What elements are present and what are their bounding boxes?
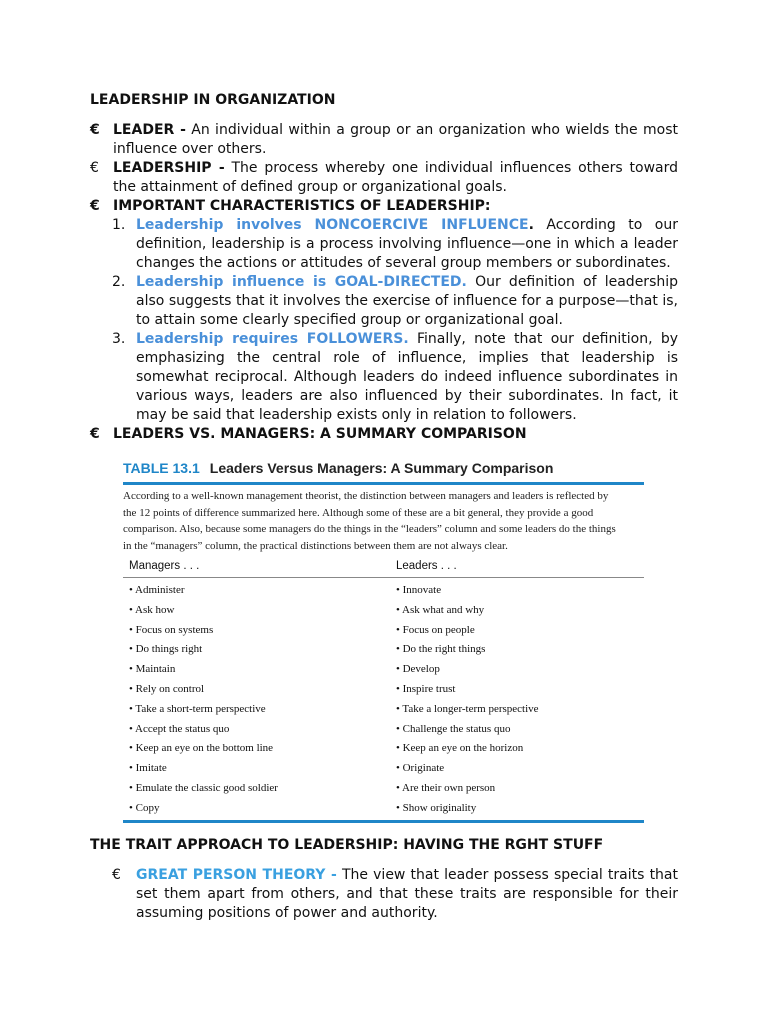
bullet-leadership bbox=[90, 159, 678, 199]
cell-leaders: • Keep an eye on the horizon bbox=[396, 742, 524, 755]
table-row bbox=[123, 681, 644, 701]
item-punct: . bbox=[528, 217, 534, 233]
item-number: 1. bbox=[112, 217, 126, 233]
item-highlight: Leadership influence is GOAL-DIRECTED. bbox=[136, 274, 467, 290]
cell-leaders: • Take a longer-term perspective bbox=[396, 702, 539, 715]
term-leadership: LEADERSHIP - bbox=[113, 160, 225, 176]
cell-leaders: • Challenge the status quo bbox=[396, 722, 511, 735]
cell-leaders: • Focus on people bbox=[396, 623, 475, 636]
table-row bbox=[123, 622, 644, 642]
term-characteristics: IMPORTANT CHARACTERISTICS OF LEADERSHIP: bbox=[113, 198, 491, 214]
bullet-great-person bbox=[112, 866, 678, 926]
bullet-icon: € bbox=[112, 867, 121, 883]
table-row bbox=[123, 661, 644, 681]
bullet-leader bbox=[90, 121, 678, 161]
item-text: According to our definition, leadership is a process involving influence—one in which a leader changes the actions or attitudes of several group members or subordinates. bbox=[136, 217, 678, 271]
table-row bbox=[123, 602, 644, 622]
cell-managers: • Rely on control bbox=[129, 682, 205, 695]
table-title-text: Leaders Versus Managers: A Summary Comparison bbox=[209, 460, 554, 476]
cell-managers: • Imitate bbox=[129, 762, 167, 775]
cell-managers: • Take a short-term perspective bbox=[129, 702, 266, 715]
cell-leaders: • Ask what and why bbox=[396, 603, 485, 616]
item-highlight: Leadership requires FOLLOWERS. bbox=[136, 331, 409, 347]
definition-great-person: The view that leader possess special traits that set them apart from others, and that these traits are responsible for their assuming positions of power and authority. bbox=[136, 867, 678, 921]
table-intro: According to a well-known management theorist, the distinction between managers and leaders is reflected by the 12 points of difference summarized here. Although some of these are a bit general, they provide a good comparison. Also, because some managers do the things in the “leaders” column and some leaders do the things in the “managers” column, the practical distinctions between them are not always clear. bbox=[123, 490, 616, 552]
cell-leaders: • Do the right things bbox=[396, 643, 486, 656]
table-header-row bbox=[123, 560, 644, 578]
table-row bbox=[123, 641, 644, 661]
cell-managers: • Copy bbox=[129, 801, 160, 814]
cell-managers: • Maintain bbox=[129, 663, 176, 676]
cell-leaders: • Develop bbox=[396, 663, 440, 676]
definition-leadership: The process whereby one individual influences others toward the attainment of defined group or organizational goals. bbox=[113, 160, 678, 195]
term-leader: LEADER - bbox=[113, 122, 186, 138]
bullet-characteristics bbox=[90, 197, 678, 217]
cell-leaders: • Originate bbox=[396, 762, 445, 775]
item-highlight: Leadership involves NONCOERCIVE INFLUENCE bbox=[136, 217, 529, 233]
cell-managers: • Administer bbox=[129, 584, 185, 596]
comparison-table-figure bbox=[123, 460, 644, 826]
table-body bbox=[123, 582, 644, 820]
table-top-rule bbox=[123, 482, 644, 485]
table-row bbox=[123, 800, 644, 820]
trait-heading: THE TRAIT APPROACH TO LEADERSHIP: HAVING THE RGHT STUFF bbox=[90, 837, 604, 853]
column-header-leaders: Leaders . . . bbox=[396, 560, 457, 572]
cell-managers: • Emulate the classic good soldier bbox=[129, 781, 278, 794]
cell-leaders: • Innovate bbox=[396, 584, 442, 596]
characteristic-item bbox=[112, 330, 678, 430]
bullet-comparison bbox=[90, 425, 678, 445]
characteristic-item bbox=[112, 273, 678, 333]
table-row bbox=[123, 701, 644, 721]
item-text: Finally, note that our definition, by emphasizing the central role of influence, implies that leadership is somewhat reciprocal. Although leaders do indeed influence subordinates in various ways, leaders are also influenced by their subordinates. In fact, it may be said that leadership exists only in relation to followers. bbox=[136, 331, 678, 423]
term-great-person: GREAT PERSON THEORY - bbox=[136, 867, 337, 883]
item-text: Our definition of leadership also suggests that it involves the exercise of influence for a purpose—that is, to attain some clearly specified group or organizational goal. bbox=[136, 274, 679, 328]
bullet-icon: € bbox=[90, 426, 100, 442]
cell-managers: • Do things right bbox=[129, 643, 203, 656]
table-row bbox=[123, 760, 644, 780]
cell-managers: • Accept the status quo bbox=[129, 722, 230, 735]
definition-leader: An individual within a group or an organization who wields the most influence over others. bbox=[113, 122, 679, 157]
bullet-icon: € bbox=[90, 160, 99, 176]
bullet-icon: € bbox=[90, 122, 100, 138]
table-title bbox=[123, 460, 644, 482]
table-row bbox=[123, 582, 644, 602]
cell-leaders: • Show originality bbox=[396, 801, 477, 814]
table-bottom-rule bbox=[123, 820, 644, 823]
cell-managers: • Focus on systems bbox=[129, 623, 214, 636]
cell-managers: • Keep an eye on the bottom line bbox=[129, 742, 274, 755]
table-row bbox=[123, 740, 644, 760]
table-number: TABLE 13.1 bbox=[123, 460, 200, 476]
cell-leaders: • Inspire trust bbox=[396, 682, 456, 695]
column-header-managers: Managers . . . bbox=[129, 560, 200, 572]
item-number: 3. bbox=[112, 331, 126, 347]
comparison-heading: LEADERS VS. MANAGERS: A SUMMARY COMPARISON bbox=[113, 426, 527, 442]
bullet-icon: € bbox=[90, 198, 100, 214]
item-number: 2. bbox=[112, 274, 126, 290]
characteristic-item bbox=[112, 216, 678, 276]
cell-managers: • Ask how bbox=[129, 603, 175, 616]
cell-leaders: • Are their own person bbox=[396, 781, 496, 794]
table-row bbox=[123, 721, 644, 741]
page-heading: LEADERSHIP IN ORGANIZATION bbox=[90, 92, 336, 108]
table-row bbox=[123, 780, 644, 800]
